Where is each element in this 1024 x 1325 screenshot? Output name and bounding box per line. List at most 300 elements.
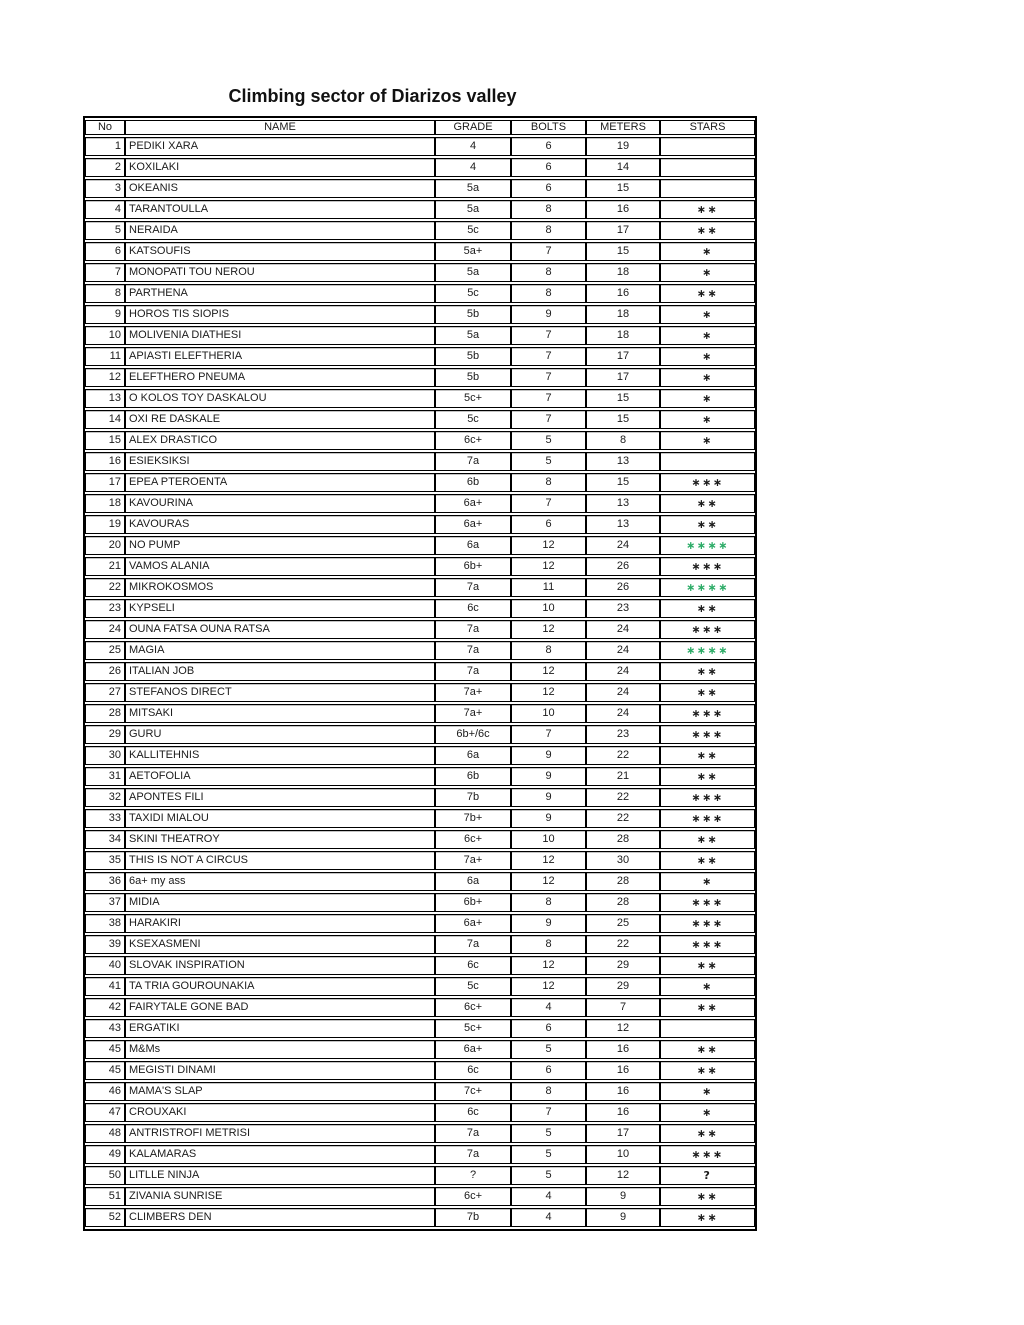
- route-stars: ∗∗: [660, 683, 755, 702]
- route-grade: 5c+: [435, 1019, 511, 1038]
- route-name: STEFANOS DIRECT: [125, 683, 435, 702]
- table-row: [85, 536, 755, 555]
- route-stars: ∗: [660, 872, 755, 891]
- route-name: KAVOURAS: [125, 515, 435, 534]
- route-no: 8: [85, 284, 125, 303]
- route-name: ITALIAN JOB: [125, 662, 435, 681]
- table-row: [85, 578, 755, 597]
- table-row: [85, 935, 755, 954]
- route-no: 22: [85, 578, 125, 597]
- route-stars: ∗∗: [660, 1208, 755, 1227]
- route-name: MIDIA: [125, 893, 435, 912]
- route-meters: 17: [586, 221, 660, 240]
- route-grade: 7a+: [435, 683, 511, 702]
- route-name: PARTHENA: [125, 284, 435, 303]
- route-grade: 6c+: [435, 998, 511, 1017]
- route-name: CROUXAKI: [125, 1103, 435, 1122]
- table-row: [85, 347, 755, 366]
- route-stars: ∗∗∗: [660, 725, 755, 744]
- route-bolts: 8: [511, 263, 586, 282]
- route-no: 47: [85, 1103, 125, 1122]
- table-row: [85, 137, 755, 156]
- route-bolts: 7: [511, 242, 586, 261]
- route-grade: 5a+: [435, 242, 511, 261]
- route-grade: 7c+: [435, 1082, 511, 1101]
- route-no: 42: [85, 998, 125, 1017]
- route-name: AETOFOLIA: [125, 767, 435, 786]
- route-no: 30: [85, 746, 125, 765]
- route-name: MITSAKI: [125, 704, 435, 723]
- route-stars: ∗∗: [660, 599, 755, 618]
- route-meters: 17: [586, 1124, 660, 1143]
- routes-table-wrapper: [83, 116, 757, 1231]
- route-bolts: 12: [511, 683, 586, 702]
- route-grade: 5b: [435, 368, 511, 387]
- route-grade: 6a+: [435, 914, 511, 933]
- route-stars: ∗∗: [660, 998, 755, 1017]
- route-no: 45: [85, 1040, 125, 1059]
- route-no: 27: [85, 683, 125, 702]
- table-row: [85, 305, 755, 324]
- route-no: 10: [85, 326, 125, 345]
- route-bolts: 9: [511, 809, 586, 828]
- route-meters: 14: [586, 158, 660, 177]
- table-row: [85, 368, 755, 387]
- route-meters: 16: [586, 200, 660, 219]
- route-bolts: 12: [511, 557, 586, 576]
- route-bolts: 12: [511, 851, 586, 870]
- route-bolts: 6: [511, 1061, 586, 1080]
- route-bolts: 10: [511, 599, 586, 618]
- route-no: 52: [85, 1208, 125, 1227]
- table-row: [85, 473, 755, 492]
- route-name: CLIMBERS DEN: [125, 1208, 435, 1227]
- route-name: KYPSELI: [125, 599, 435, 618]
- route-name: APONTES FILI: [125, 788, 435, 807]
- table-row: [85, 851, 755, 870]
- table-row: [85, 956, 755, 975]
- route-no: 32: [85, 788, 125, 807]
- route-bolts: 6: [511, 515, 586, 534]
- route-stars: ∗∗∗∗: [660, 536, 755, 555]
- route-grade: 6a+: [435, 494, 511, 513]
- route-grade: 5c: [435, 284, 511, 303]
- page-title: Climbing sector of Diarizos valley: [228, 86, 517, 106]
- route-no: 23: [85, 599, 125, 618]
- route-no: 13: [85, 389, 125, 408]
- route-no: 9: [85, 305, 125, 324]
- route-bolts: 11: [511, 578, 586, 597]
- table-row: [85, 242, 755, 261]
- route-meters: 23: [586, 725, 660, 744]
- route-no: 37: [85, 893, 125, 912]
- route-name: TA TRIA GOUROUNAKIA: [125, 977, 435, 996]
- route-bolts: 10: [511, 830, 586, 849]
- route-bolts: 12: [511, 662, 586, 681]
- route-name: ZIVANIA SUNRISE: [125, 1187, 435, 1206]
- route-no: 18: [85, 494, 125, 513]
- route-bolts: 8: [511, 893, 586, 912]
- table-row: [85, 683, 755, 702]
- route-grade: ?: [435, 1166, 511, 1185]
- route-stars: ∗: [660, 347, 755, 366]
- table-row: [85, 494, 755, 513]
- route-meters: 16: [586, 1103, 660, 1122]
- route-name: ESIEKSIKSI: [125, 452, 435, 471]
- route-no: 2: [85, 158, 125, 177]
- route-meters: 22: [586, 809, 660, 828]
- table-row: [85, 389, 755, 408]
- route-meters: 24: [586, 683, 660, 702]
- route-stars: ∗: [660, 1103, 755, 1122]
- col-header-name: NAME: [125, 120, 435, 135]
- route-stars: ∗∗: [660, 221, 755, 240]
- route-bolts: 7: [511, 410, 586, 429]
- route-meters: 10: [586, 1145, 660, 1164]
- route-grade: 5a: [435, 263, 511, 282]
- route-name: OKEANIS: [125, 179, 435, 198]
- table-row: [85, 914, 755, 933]
- route-grade: 6a+: [435, 515, 511, 534]
- route-meters: 28: [586, 872, 660, 891]
- route-name: GURU: [125, 725, 435, 744]
- table-row: [85, 515, 755, 534]
- route-no: 26: [85, 662, 125, 681]
- route-bolts: 7: [511, 368, 586, 387]
- route-grade: 5b: [435, 305, 511, 324]
- route-name: OXI RE DASKALE: [125, 410, 435, 429]
- route-bolts: 8: [511, 200, 586, 219]
- route-meters: 8: [586, 431, 660, 450]
- route-name: KOXILAKI: [125, 158, 435, 177]
- route-stars: ∗∗∗: [660, 893, 755, 912]
- route-stars: ∗∗: [660, 851, 755, 870]
- route-no: 5: [85, 221, 125, 240]
- routes-table: [85, 118, 755, 1229]
- route-name: KATSOUFIS: [125, 242, 435, 261]
- route-stars: ∗∗∗: [660, 809, 755, 828]
- route-name: VAMOS ALANIA: [125, 557, 435, 576]
- route-no: 1: [85, 137, 125, 156]
- route-name: OUNA FATSA OUNA RATSA: [125, 620, 435, 639]
- route-name: NO PUMP: [125, 536, 435, 555]
- table-row: [85, 179, 755, 198]
- route-bolts: 12: [511, 956, 586, 975]
- route-no: 12: [85, 368, 125, 387]
- route-no: 38: [85, 914, 125, 933]
- route-bolts: 6: [511, 179, 586, 198]
- route-grade: 5a: [435, 326, 511, 345]
- route-bolts: 7: [511, 389, 586, 408]
- route-bolts: 9: [511, 746, 586, 765]
- route-bolts: 9: [511, 305, 586, 324]
- route-stars: ∗∗∗: [660, 935, 755, 954]
- table-row: [85, 1145, 755, 1164]
- route-grade: 6c: [435, 1103, 511, 1122]
- route-grade: 5b: [435, 347, 511, 366]
- route-bolts: 8: [511, 1082, 586, 1101]
- route-stars: ?: [660, 1166, 755, 1185]
- route-grade: 6c: [435, 956, 511, 975]
- route-bolts: 5: [511, 431, 586, 450]
- route-grade: 7a+: [435, 851, 511, 870]
- route-meters: 17: [586, 347, 660, 366]
- route-bolts: 7: [511, 326, 586, 345]
- route-name: HOROS TIS SIOPIS: [125, 305, 435, 324]
- route-grade: 6c+: [435, 431, 511, 450]
- route-meters: 18: [586, 263, 660, 282]
- route-meters: 15: [586, 410, 660, 429]
- route-no: 24: [85, 620, 125, 639]
- route-meters: 24: [586, 536, 660, 555]
- route-no: 11: [85, 347, 125, 366]
- route-no: 40: [85, 956, 125, 975]
- route-stars: ∗: [660, 431, 755, 450]
- route-name: TARANTOULLA: [125, 200, 435, 219]
- route-name: THIS IS NOT A CIRCUS: [125, 851, 435, 870]
- route-grade: 6b: [435, 767, 511, 786]
- route-stars: ∗: [660, 326, 755, 345]
- route-stars: ∗∗: [660, 662, 755, 681]
- route-name: ERGATIKI: [125, 1019, 435, 1038]
- route-bolts: 9: [511, 914, 586, 933]
- route-name: NERAIDA: [125, 221, 435, 240]
- route-no: 6: [85, 242, 125, 261]
- route-grade: 7a: [435, 662, 511, 681]
- route-stars: ∗∗: [660, 284, 755, 303]
- route-bolts: 8: [511, 641, 586, 660]
- route-meters: 22: [586, 788, 660, 807]
- table-row: [85, 1061, 755, 1080]
- route-meters: 24: [586, 620, 660, 639]
- route-bolts: 8: [511, 473, 586, 492]
- route-no: 20: [85, 536, 125, 555]
- route-bolts: 10: [511, 704, 586, 723]
- route-grade: 7b: [435, 788, 511, 807]
- header-row: [85, 120, 755, 135]
- route-stars: ∗: [660, 977, 755, 996]
- route-stars: ∗∗: [660, 746, 755, 765]
- route-no: 45: [85, 1061, 125, 1080]
- table-row: [85, 410, 755, 429]
- route-grade: 7a: [435, 1124, 511, 1143]
- table-row: [85, 1019, 755, 1038]
- table-row: [85, 1082, 755, 1101]
- col-header-no: No: [85, 120, 125, 135]
- route-grade: 5c+: [435, 389, 511, 408]
- table-row: [85, 620, 755, 639]
- route-bolts: 5: [511, 1166, 586, 1185]
- route-stars: ∗∗: [660, 767, 755, 786]
- table-row: [85, 1103, 755, 1122]
- route-meters: 15: [586, 242, 660, 261]
- route-name: ELEFTHERO PNEUMA: [125, 368, 435, 387]
- route-stars: ∗∗: [660, 1187, 755, 1206]
- route-stars: ∗∗: [660, 200, 755, 219]
- route-name: FAIRYTALE GONE BAD: [125, 998, 435, 1017]
- route-name: MOLIVENIA DIATHESI: [125, 326, 435, 345]
- route-bolts: 12: [511, 620, 586, 639]
- table-row: [85, 872, 755, 891]
- route-bolts: 5: [511, 1040, 586, 1059]
- route-meters: 13: [586, 494, 660, 513]
- route-meters: 24: [586, 641, 660, 660]
- route-no: 28: [85, 704, 125, 723]
- route-grade: 7b+: [435, 809, 511, 828]
- route-meters: 28: [586, 830, 660, 849]
- route-meters: 12: [586, 1166, 660, 1185]
- route-meters: 15: [586, 473, 660, 492]
- route-no: 41: [85, 977, 125, 996]
- table-row: [85, 893, 755, 912]
- route-bolts: 8: [511, 221, 586, 240]
- route-name: APIASTI ELEFTHERIA: [125, 347, 435, 366]
- route-name: SKINI THEATROY: [125, 830, 435, 849]
- table-row: [85, 599, 755, 618]
- route-stars: ∗∗: [660, 494, 755, 513]
- route-meters: 25: [586, 914, 660, 933]
- route-grade: 6c+: [435, 830, 511, 849]
- route-name: KALAMARAS: [125, 1145, 435, 1164]
- route-meters: 26: [586, 578, 660, 597]
- route-name: ANTRISTROFI METRISI: [125, 1124, 435, 1143]
- route-stars: ∗: [660, 242, 755, 261]
- route-no: 15: [85, 431, 125, 450]
- route-bolts: 5: [511, 1145, 586, 1164]
- route-name: EPEA PTEROENTA: [125, 473, 435, 492]
- route-stars: [660, 179, 755, 198]
- route-stars: ∗∗: [660, 1040, 755, 1059]
- col-header-meters: METERS: [586, 120, 660, 135]
- route-stars: ∗∗: [660, 830, 755, 849]
- table-row: [85, 977, 755, 996]
- table-row: [85, 788, 755, 807]
- route-grade: 6a: [435, 536, 511, 555]
- route-stars: ∗: [660, 410, 755, 429]
- route-stars: ∗∗∗: [660, 1145, 755, 1164]
- table-row: [85, 1208, 755, 1227]
- route-meters: 18: [586, 305, 660, 324]
- route-bolts: 5: [511, 1124, 586, 1143]
- route-stars: ∗: [660, 263, 755, 282]
- table-row: [85, 452, 755, 471]
- table-row: [85, 809, 755, 828]
- route-no: 25: [85, 641, 125, 660]
- route-meters: 22: [586, 935, 660, 954]
- route-bolts: 5: [511, 452, 586, 471]
- route-stars: ∗∗: [660, 1061, 755, 1080]
- route-grade: 7a: [435, 620, 511, 639]
- route-bolts: 7: [511, 725, 586, 744]
- route-no: 48: [85, 1124, 125, 1143]
- route-meters: 12: [586, 1019, 660, 1038]
- route-name: MAMA'S SLAP: [125, 1082, 435, 1101]
- route-grade: 5c: [435, 221, 511, 240]
- route-stars: ∗∗: [660, 1124, 755, 1143]
- route-meters: 9: [586, 1208, 660, 1227]
- route-meters: 16: [586, 1040, 660, 1059]
- table-row: [85, 431, 755, 450]
- route-bolts: 4: [511, 998, 586, 1017]
- route-name: MAGIA: [125, 641, 435, 660]
- route-grade: 7a: [435, 452, 511, 471]
- route-bolts: 6: [511, 1019, 586, 1038]
- route-bolts: 8: [511, 284, 586, 303]
- col-header-grade: GRADE: [435, 120, 511, 135]
- route-no: 51: [85, 1187, 125, 1206]
- table-row: [85, 221, 755, 240]
- table-row: [85, 1124, 755, 1143]
- table-row: [85, 641, 755, 660]
- route-meters: 28: [586, 893, 660, 912]
- route-meters: 29: [586, 956, 660, 975]
- route-meters: 16: [586, 1061, 660, 1080]
- route-stars: ∗: [660, 305, 755, 324]
- route-bolts: 12: [511, 977, 586, 996]
- route-stars: [660, 1019, 755, 1038]
- route-no: 21: [85, 557, 125, 576]
- route-meters: 23: [586, 599, 660, 618]
- route-name: MEGISTI DINAMI: [125, 1061, 435, 1080]
- route-meters: 29: [586, 977, 660, 996]
- route-meters: 17: [586, 368, 660, 387]
- route-meters: 15: [586, 179, 660, 198]
- route-stars: [660, 452, 755, 471]
- table-row: [85, 200, 755, 219]
- table-row: [85, 767, 755, 786]
- route-bolts: 6: [511, 158, 586, 177]
- route-grade: 7a: [435, 578, 511, 597]
- route-bolts: 12: [511, 536, 586, 555]
- route-no: 33: [85, 809, 125, 828]
- route-no: 31: [85, 767, 125, 786]
- route-bolts: 9: [511, 767, 586, 786]
- route-stars: ∗∗∗: [660, 788, 755, 807]
- route-grade: 6a: [435, 746, 511, 765]
- route-meters: 13: [586, 452, 660, 471]
- col-header-stars: STARS: [660, 120, 755, 135]
- route-meters: 18: [586, 326, 660, 345]
- route-name: MONOPATI TOU NEROU: [125, 263, 435, 282]
- route-bolts: 7: [511, 1103, 586, 1122]
- route-stars: ∗∗: [660, 956, 755, 975]
- table-row: [85, 662, 755, 681]
- table-row: [85, 326, 755, 345]
- table-row: [85, 1040, 755, 1059]
- route-grade: 5c: [435, 410, 511, 429]
- route-no: 3: [85, 179, 125, 198]
- route-name: LITLLE NINJA: [125, 1166, 435, 1185]
- route-bolts: 7: [511, 347, 586, 366]
- route-grade: 6c: [435, 1061, 511, 1080]
- route-stars: ∗: [660, 1082, 755, 1101]
- table-row: [85, 557, 755, 576]
- col-header-bolts: BOLTS: [511, 120, 586, 135]
- route-no: 4: [85, 200, 125, 219]
- route-grade: 7a: [435, 641, 511, 660]
- route-grade: 5a: [435, 179, 511, 198]
- route-grade: 7a: [435, 1145, 511, 1164]
- route-grade: 4: [435, 158, 511, 177]
- route-bolts: 12: [511, 872, 586, 891]
- route-bolts: 4: [511, 1187, 586, 1206]
- route-stars: ∗∗∗: [660, 620, 755, 639]
- route-no: 43: [85, 1019, 125, 1038]
- route-stars: [660, 137, 755, 156]
- route-stars: ∗∗∗∗: [660, 641, 755, 660]
- route-no: 16: [85, 452, 125, 471]
- route-grade: 4: [435, 137, 511, 156]
